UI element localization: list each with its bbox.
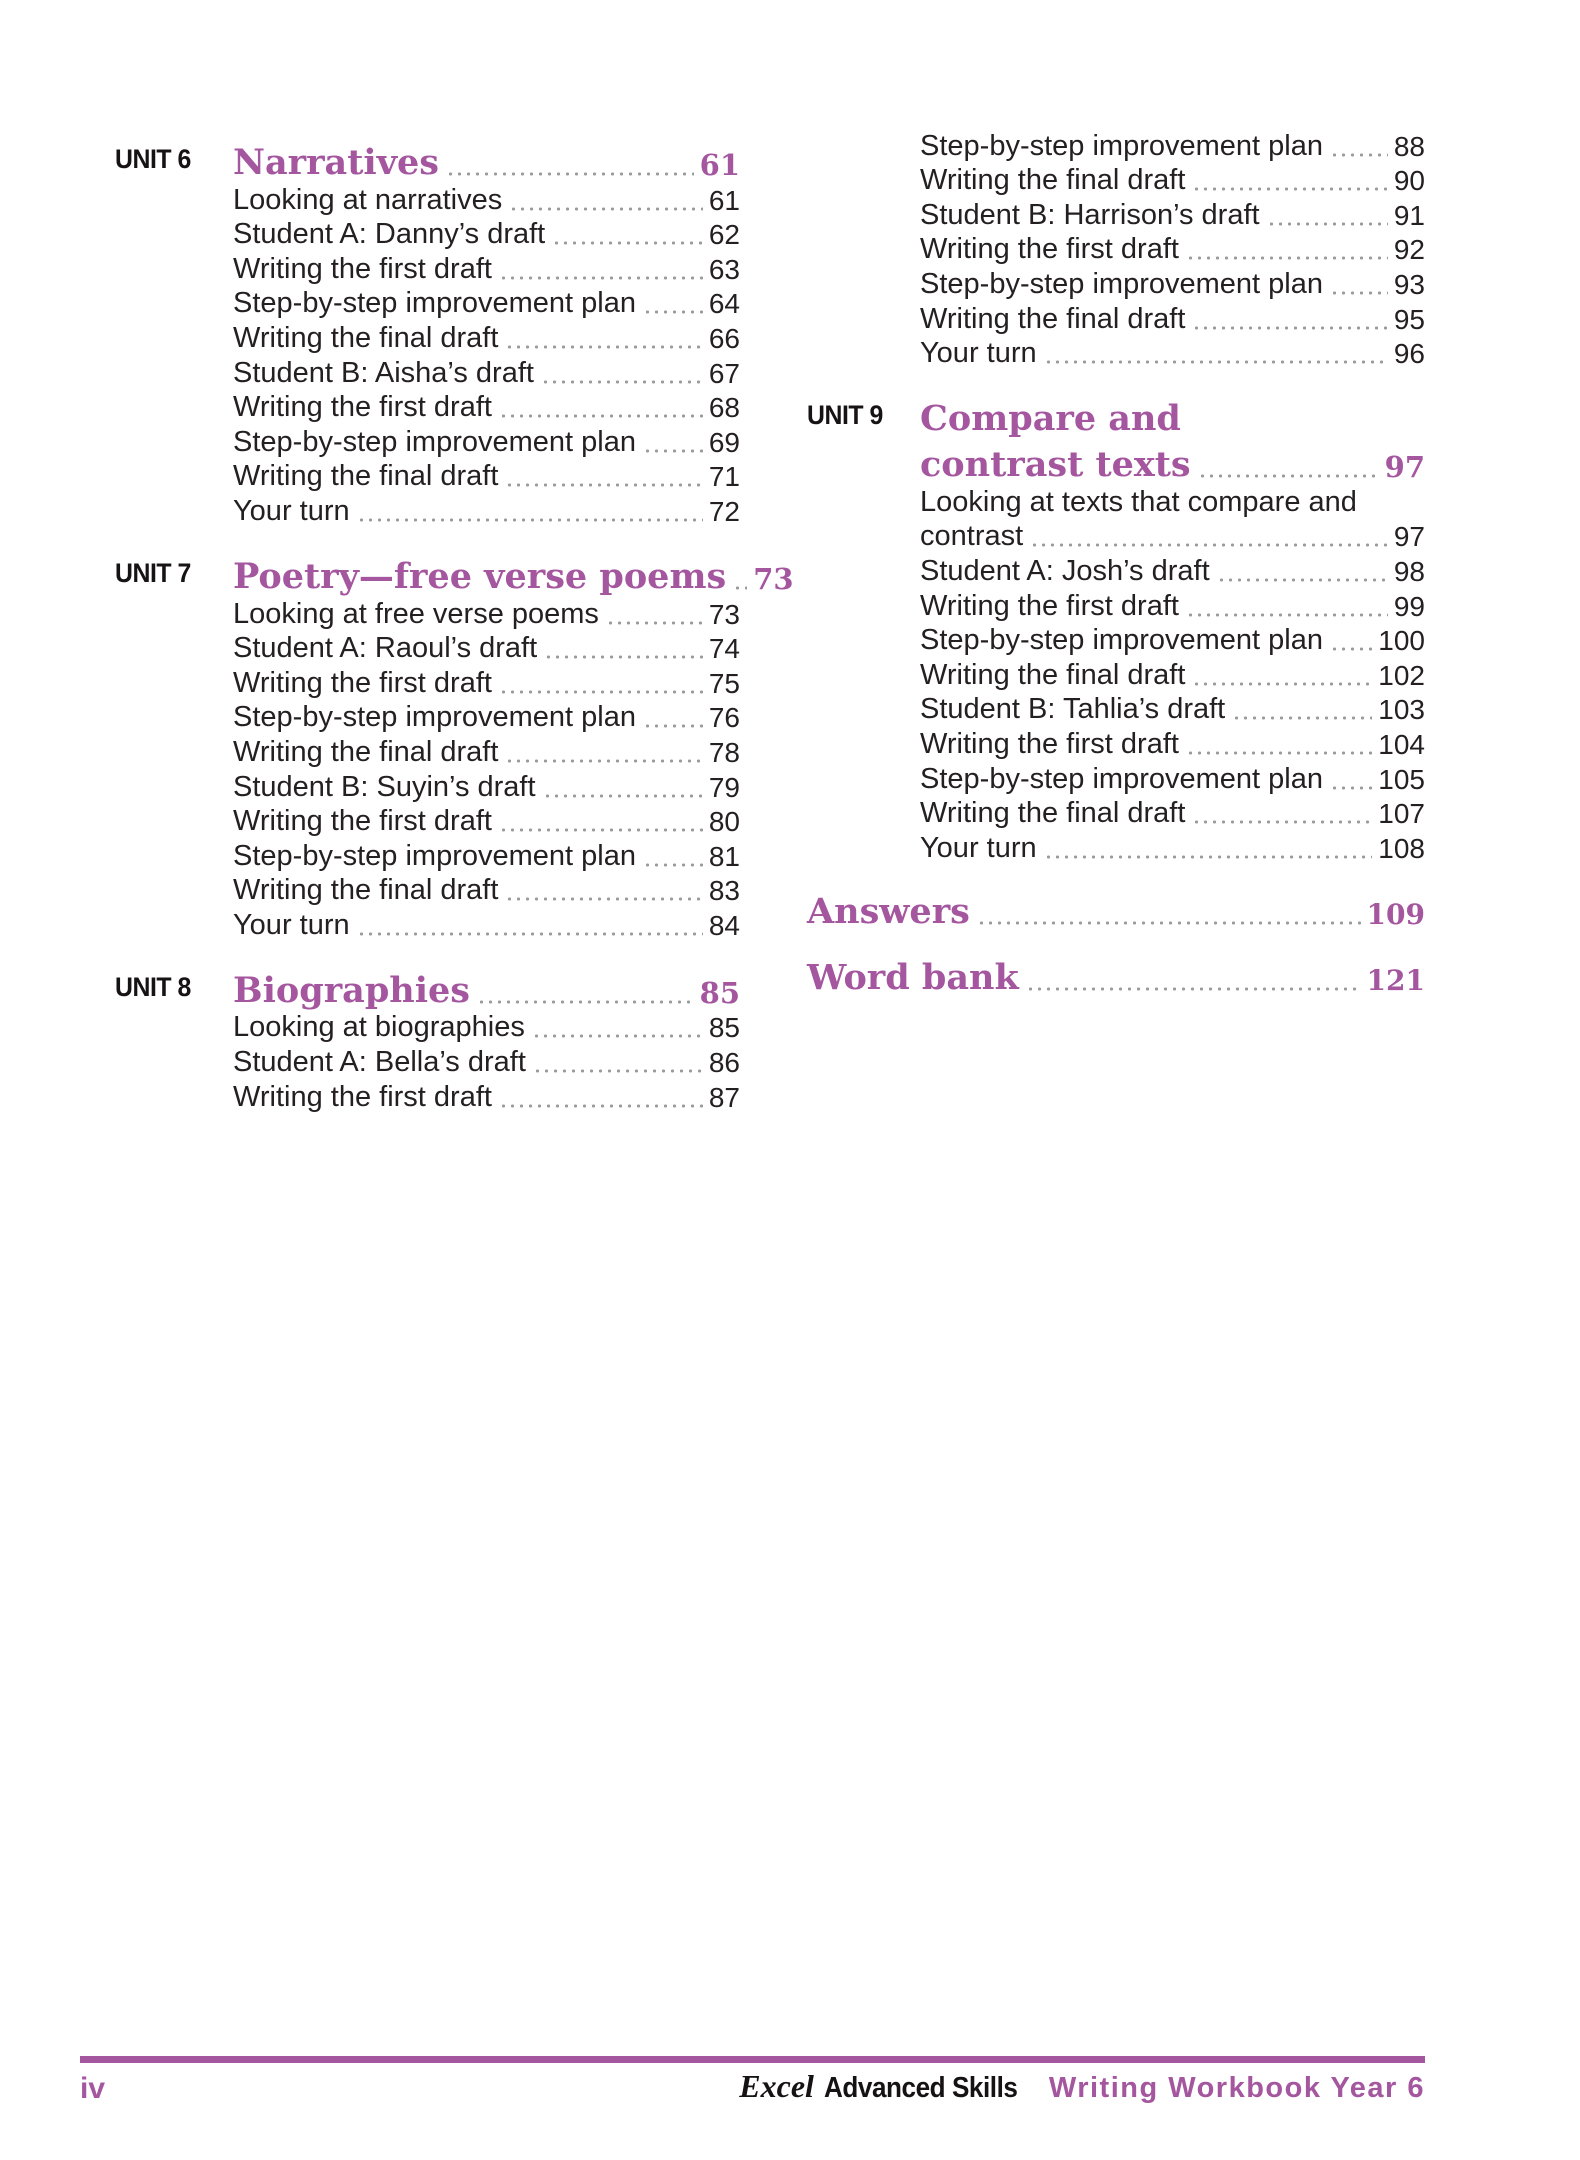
toc-entry-text: Your turn: [233, 908, 350, 941]
toc-entry: [233, 493, 740, 528]
toc-entry: [233, 424, 740, 459]
footer: [80, 2068, 1425, 2105]
toc-entry: [920, 197, 1425, 232]
dot-leader: [1044, 360, 1388, 364]
dot-leader: [509, 207, 703, 211]
toc-entry: [920, 761, 1425, 796]
toc-entry-page: 63: [708, 253, 740, 285]
dot-leader: [1330, 291, 1388, 295]
toc-entry-page: 95: [1393, 303, 1425, 335]
unit-label: UNIT 7: [115, 557, 191, 588]
toc-entry: [233, 355, 740, 390]
unit-page-number: 85: [699, 975, 740, 1010]
dot-leader: [446, 172, 694, 176]
unit-label: [807, 128, 911, 370]
dot-leader: [1198, 474, 1379, 478]
toc-entry-page: 72: [708, 495, 740, 527]
toc-entry: [920, 553, 1425, 588]
unit-label: UNIT 6: [115, 144, 191, 174]
unit-body: [233, 964, 740, 1114]
dot-leader: [541, 380, 703, 384]
toc-entry-page: 74: [708, 633, 740, 665]
folio-page-number: iv: [80, 2072, 106, 2105]
dot-leader: [1232, 716, 1372, 720]
dot-leader: [477, 1000, 694, 1004]
dot-leader: [1044, 855, 1373, 859]
toc-entry-text: Writing the first draft: [233, 252, 492, 285]
toc-entry: [920, 484, 1425, 519]
toc-entry-text: Student B: Tahlia’s draft: [920, 693, 1226, 726]
toc-entry-page: 96: [1393, 338, 1425, 370]
dot-leader: [1030, 543, 1388, 547]
toc-entry: [920, 519, 1425, 554]
unit-title-line: [233, 964, 740, 1010]
unit-title: contrast texts: [920, 444, 1191, 486]
dot-leader: [1330, 786, 1372, 790]
toc-entry: [920, 657, 1425, 692]
toc-entry: [920, 692, 1425, 727]
toc-entry-text: Writing the first draft: [233, 805, 492, 838]
dot-leader: [1026, 987, 1361, 991]
toc-entry-text: Student B: Aisha’s draft: [233, 356, 534, 389]
dot-leader: [1217, 578, 1388, 582]
dot-leader: [499, 414, 703, 418]
toc-entry-page: 71: [708, 461, 740, 493]
dot-leader: [1330, 647, 1372, 651]
toc-entry-page: 79: [708, 771, 740, 803]
backmatter-row: [807, 881, 1425, 931]
toc-entry-text: Writing the first draft: [233, 391, 492, 424]
dot-leader: [552, 241, 703, 245]
toc-entry-text: Writing the first draft: [920, 233, 1179, 266]
dot-leader: [357, 932, 703, 936]
unit-page-number: 61: [699, 148, 740, 182]
unit-body: [233, 136, 740, 528]
dot-leader: [643, 449, 703, 453]
toc-entry-text: Student A: Raoul’s draft: [233, 632, 538, 665]
backmatter-page-number: 109: [1366, 897, 1425, 931]
dot-leader: [1192, 326, 1387, 330]
dot-leader: [544, 655, 703, 659]
dot-leader: [1186, 613, 1388, 617]
toc-entry-text: Step-by-step improvement plan: [920, 129, 1323, 162]
toc-entry-text: Looking at biographies: [233, 1011, 525, 1044]
dot-leader: [643, 724, 703, 728]
unit-section: [115, 550, 794, 942]
toc-entry-text: Writing the final draft: [233, 460, 499, 493]
unit-section: [807, 392, 1425, 865]
dot-leader: [533, 1069, 703, 1073]
toc-entry-page: 86: [708, 1047, 740, 1079]
toc-entry-text: Writing the first draft: [920, 727, 1179, 760]
toc-entry-text: Student A: Bella’s draft: [233, 1046, 526, 1079]
brand-excel: Excel: [739, 2068, 814, 2104]
dot-leader: [977, 921, 1361, 925]
toc-entry-page: 78: [708, 736, 740, 768]
toc-entry-page: 76: [708, 702, 740, 734]
toc-entry-page: 75: [708, 667, 740, 699]
dot-leader: [499, 690, 703, 694]
unit-title-line: [920, 438, 1425, 484]
unit-label: UNIT 8: [115, 971, 191, 1002]
toc-entry-text: Step-by-step improvement plan: [233, 425, 636, 458]
toc-entry-text: Looking at texts that compare and: [920, 485, 1357, 518]
dot-leader: [543, 794, 703, 798]
toc-entry: [233, 838, 740, 873]
dot-leader: [1192, 187, 1387, 191]
dot-leader: [505, 759, 702, 763]
toc-entry-page: 87: [708, 1081, 740, 1113]
dot-leader: [643, 310, 703, 314]
unit-title-line: [233, 550, 794, 597]
dot-leader: [505, 345, 702, 349]
toc-entry: [233, 873, 740, 908]
unit-page-number: 73: [753, 561, 794, 596]
toc-entry: [920, 232, 1425, 267]
toc-entry: [233, 182, 740, 217]
backmatter-title: Answers: [807, 890, 970, 932]
toc-column-right: [807, 128, 1425, 997]
unit-title-line: [233, 136, 740, 182]
toc-entry-page: 83: [708, 875, 740, 907]
toc-entry-text: Writing the final draft: [233, 321, 499, 354]
toc-entry: [920, 128, 1425, 163]
toc-column-left: [115, 136, 794, 1114]
toc-entry-page: 102: [1378, 659, 1425, 691]
toc-entry: [920, 796, 1425, 831]
toc-entry: [920, 588, 1425, 623]
toc-entry-text: Writing the final draft: [233, 874, 499, 907]
toc-entry: [920, 336, 1425, 371]
toc-entry-page: 81: [708, 840, 740, 872]
dot-leader: [733, 586, 747, 590]
toc-entry-text: Writing the first draft: [233, 666, 492, 699]
toc-entry-page: 103: [1378, 694, 1425, 726]
toc-entry-text: Step-by-step improvement plan: [233, 287, 636, 320]
toc-entry-text: Writing the final draft: [920, 164, 1186, 197]
dot-leader: [1186, 256, 1388, 260]
unit-section: [115, 964, 740, 1114]
toc-entry-page: 97: [1393, 521, 1425, 553]
dot-leader: [606, 621, 703, 625]
toc-entry-page: 62: [708, 219, 740, 251]
toc-entry: [233, 459, 740, 494]
series-branding: [739, 2068, 1425, 2105]
toc-entry-page: 93: [1393, 268, 1425, 300]
toc-entry-text: Step-by-step improvement plan: [233, 701, 636, 734]
toc-entry: [233, 631, 740, 666]
dot-leader: [499, 276, 703, 280]
dot-leader: [1330, 153, 1388, 157]
toc-entry-page: 91: [1393, 199, 1425, 231]
backmatter-title: Word bank: [807, 956, 1019, 998]
toc-entry-text: Looking at free verse poems: [233, 597, 599, 630]
toc-entry: [233, 1044, 740, 1079]
toc-entry-page: 104: [1378, 728, 1425, 760]
toc-entry: [920, 266, 1425, 301]
unit-label: UNIT 9: [807, 400, 883, 431]
toc-entry: [233, 665, 740, 700]
toc-entry-text: Looking at narratives: [233, 183, 503, 216]
dot-leader: [1192, 682, 1372, 686]
toc-entry-page: 108: [1378, 832, 1425, 864]
unit-page-number: 97: [1384, 450, 1425, 485]
unit-title: Biographies: [233, 969, 471, 1011]
toc-entry-text: Your turn: [233, 494, 350, 527]
toc-entry: [233, 320, 740, 355]
toc-entry: [920, 623, 1425, 658]
toc-entry-text: Student B: Harrison’s draft: [920, 198, 1260, 231]
toc-entry-page: 88: [1393, 130, 1425, 162]
toc-entry-text: Writing the final draft: [233, 735, 499, 768]
unit-body: [233, 550, 794, 942]
toc-entry-page: 64: [708, 288, 740, 320]
toc-entry-text: Student B: Suyin’s draft: [233, 770, 536, 803]
dot-leader: [505, 897, 702, 901]
toc-entry-page: 107: [1378, 798, 1425, 830]
backmatter-page-number: 121: [1366, 963, 1425, 997]
toc-entry: [233, 1079, 740, 1114]
backmatter-row: [807, 947, 1425, 997]
dot-leader: [499, 1104, 703, 1108]
unit-title: Poetry—free verse poems: [233, 555, 727, 597]
toc-entry: [233, 390, 740, 425]
toc-entry-text: Your turn: [920, 831, 1037, 864]
dot-leader: [643, 863, 703, 867]
toc-entry-page: 68: [708, 392, 740, 424]
dot-leader: [1192, 820, 1372, 824]
toc-entry: [920, 726, 1425, 761]
toc-entry-page: 80: [708, 806, 740, 838]
toc-entry-page: 92: [1393, 234, 1425, 266]
dot-leader: [357, 518, 703, 522]
toc-entry-text: Your turn: [920, 337, 1037, 370]
toc-entry: [920, 163, 1425, 198]
toc-entry-text: Writing the final draft: [920, 797, 1186, 830]
unit-body: [920, 128, 1425, 370]
toc-entry-page: 105: [1378, 763, 1425, 795]
toc-entry: [233, 251, 740, 286]
toc-entry-page: 90: [1393, 165, 1425, 197]
toc-entry-text: Student A: Danny’s draft: [233, 218, 546, 251]
toc-entry-text: Writing the final draft: [920, 302, 1186, 335]
dot-leader: [1267, 222, 1388, 226]
toc-entry: [233, 804, 740, 839]
toc-entry: [233, 734, 740, 769]
dot-leader: [532, 1034, 703, 1038]
toc-entry-text: Student A: Josh’s draft: [920, 554, 1210, 587]
toc-entry-page: 99: [1393, 590, 1425, 622]
toc-entry-text: contrast: [920, 520, 1024, 553]
unit-title-line: [920, 392, 1425, 438]
toc-entry-page: 84: [708, 909, 740, 941]
toc-entry-page: 66: [708, 322, 740, 354]
toc-entry-page: 67: [708, 357, 740, 389]
toc-entry: [233, 769, 740, 804]
unit-title: Compare and: [920, 398, 1181, 440]
toc-entry-page: 100: [1378, 625, 1425, 657]
unit-section: [807, 128, 1425, 370]
toc-entry: [233, 1010, 740, 1045]
dot-leader: [1186, 751, 1372, 755]
footer-rule: [80, 2056, 1425, 2063]
unit-body: [920, 392, 1425, 865]
brand-advanced-skills: Advanced Skills: [823, 2072, 1018, 2104]
toc-entry-text: Step-by-step improvement plan: [920, 624, 1323, 657]
toc-entry: [233, 700, 740, 735]
toc-entry-page: 98: [1393, 555, 1425, 587]
toc-entry-text: Step-by-step improvement plan: [920, 762, 1323, 795]
dot-leader: [505, 483, 702, 487]
toc-entry-page: 85: [708, 1012, 740, 1044]
toc-entry: [920, 301, 1425, 336]
toc-entry: [920, 830, 1425, 865]
toc-entry-page: 61: [708, 184, 740, 216]
toc-entry-text: Writing the final draft: [920, 658, 1186, 691]
unit-title: Narratives: [233, 142, 440, 183]
toc-entry-page: 73: [708, 598, 740, 630]
toc-entry: [233, 286, 740, 321]
toc-entry: [233, 217, 740, 252]
brand-workbook-title: Writing Workbook Year 6: [1048, 2072, 1425, 2104]
dot-leader: [499, 828, 703, 832]
toc-entry-text: Step-by-step improvement plan: [233, 839, 636, 872]
toc-entry: [233, 907, 740, 942]
toc-entry-text: Writing the first draft: [920, 589, 1179, 622]
toc-entry-text: Step-by-step improvement plan: [920, 267, 1323, 300]
toc-entry-text: Writing the first draft: [233, 1080, 492, 1113]
unit-section: [115, 136, 740, 528]
toc-entry-page: 69: [708, 426, 740, 458]
toc-entry: [233, 596, 740, 631]
